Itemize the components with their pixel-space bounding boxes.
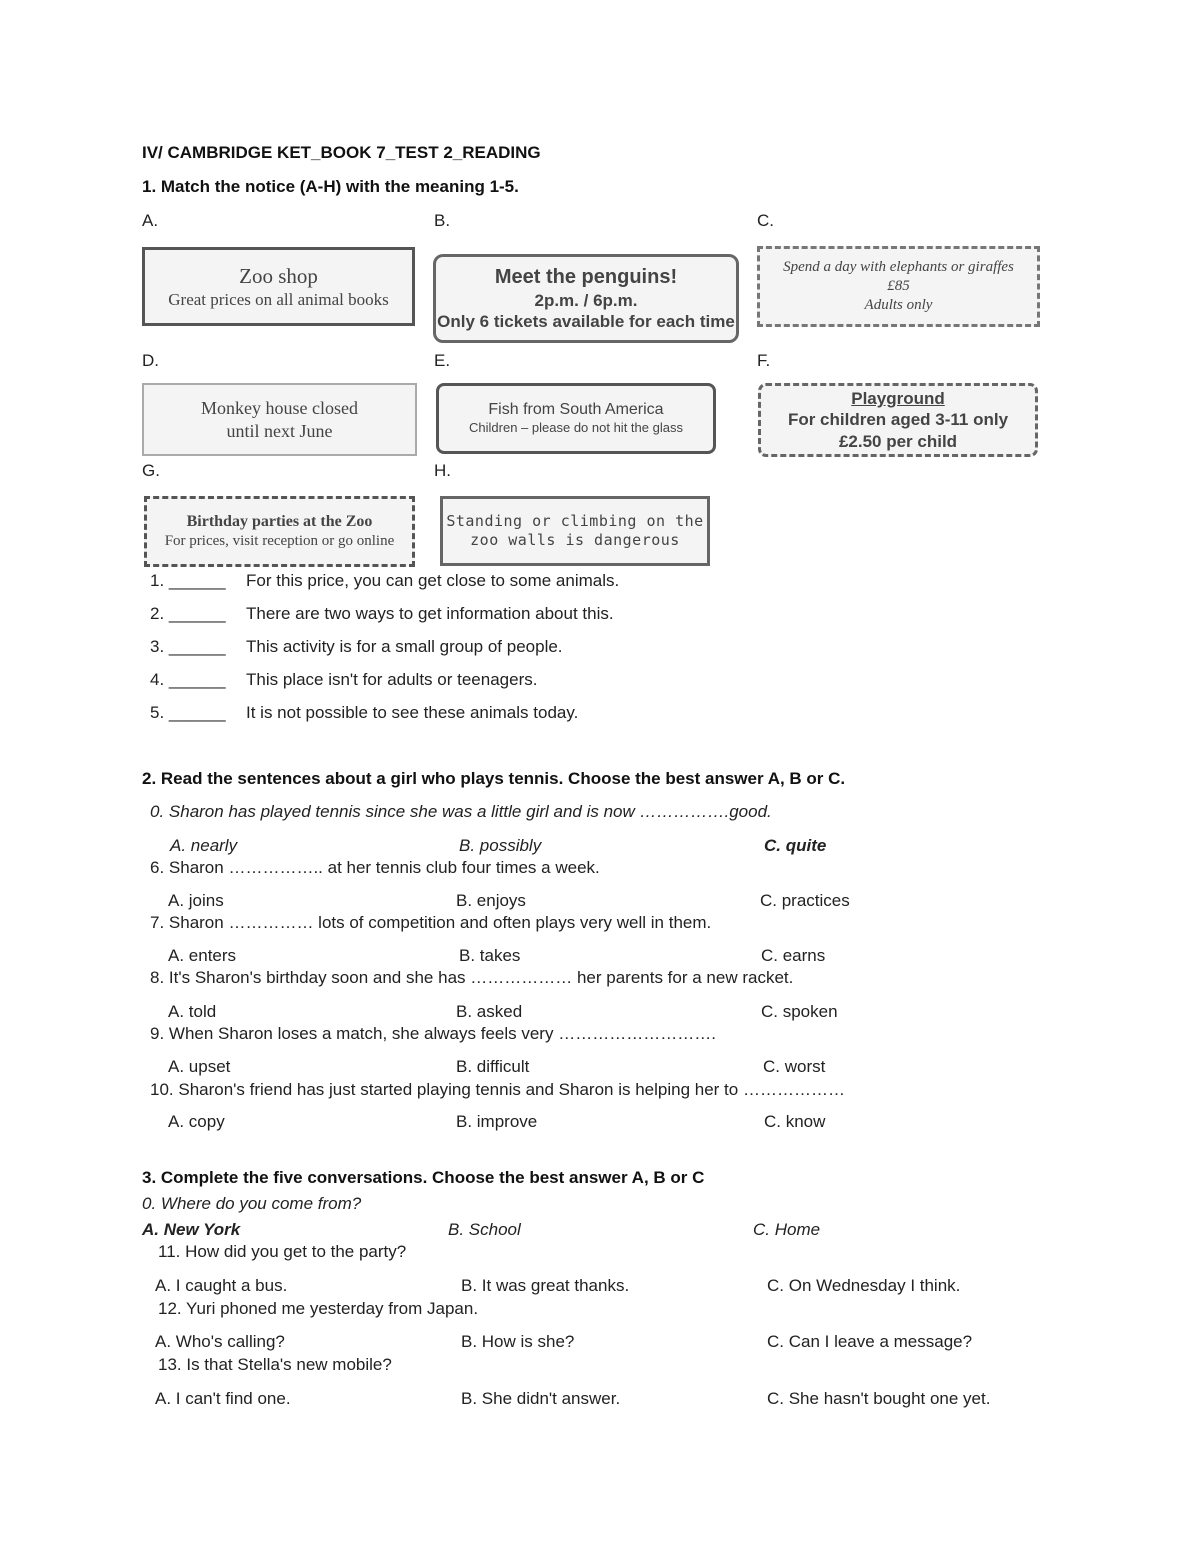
option-c[interactable]: C. practices	[760, 891, 850, 910]
match-item-text: It is not possible to see these animals today.	[246, 703, 579, 722]
option-a[interactable]: A. joins	[168, 891, 224, 910]
notice-letter-d: D.	[142, 351, 159, 370]
question-12: 12. Yuri phoned me yesterday from Japan.	[158, 1299, 479, 1318]
example-option-c: C. quite	[764, 836, 827, 855]
question-13: 13. Is that Stella's new mobile?	[158, 1355, 392, 1374]
option-c[interactable]: C. worst	[763, 1057, 826, 1076]
match-item-number[interactable]: 3. ______	[150, 637, 226, 656]
option-a[interactable]: A. enters	[168, 946, 237, 965]
question-8: 8. It's Sharon's birthday soon and she has ……………… her parents for a new racket.	[150, 968, 794, 987]
notice-h-line: Standing or climbing on the	[446, 512, 704, 531]
option-b[interactable]: B. difficult	[456, 1057, 530, 1076]
example-option-c: C. Home	[753, 1220, 821, 1239]
option-b[interactable]: B. She didn't answer.	[461, 1389, 621, 1408]
notice-letter-g: G.	[142, 461, 160, 480]
notice-d-line: Monkey house closed	[201, 398, 358, 418]
option-b[interactable]: B. takes	[459, 946, 521, 965]
notice-g-line: For prices, visit reception or go online	[164, 533, 395, 550]
option-a[interactable]: A. copy	[168, 1112, 225, 1131]
option-c[interactable]: C. On Wednesday I think.	[767, 1276, 961, 1295]
example-option-b: B. School	[448, 1220, 521, 1239]
option-b[interactable]: B. improve	[456, 1112, 538, 1131]
question-6: 6. Sharon …………….. at her tennis club four times a week.	[150, 858, 600, 877]
example-option-a: A. nearly	[170, 836, 238, 855]
notice-d	[142, 383, 417, 456]
part2-heading: 2. Read the sentences about a girl who plays tennis. Choose the best answer A, B or C.	[142, 769, 846, 788]
match-item-text: For this price, you can get close to some animals.	[246, 571, 620, 590]
match-item	[150, 703, 578, 723]
question-10: 10. Sharon's friend has just started playing tennis and Sharon is helping her to ………………	[150, 1080, 845, 1099]
option-a[interactable]: A. told	[168, 1002, 217, 1021]
notice-letter-f: F.	[757, 351, 771, 370]
option-c[interactable]: C. She hasn't bought one yet.	[767, 1389, 991, 1408]
option-a[interactable]: A. Who's calling?	[155, 1332, 285, 1351]
notice-f-line: £2.50 per child	[838, 431, 958, 451]
question-9: 9. When Sharon loses a match, she always feels very ……………………….	[150, 1024, 716, 1043]
notice-a-line: Great prices on all animal books	[168, 290, 389, 309]
option-b[interactable]: B. It was great thanks.	[461, 1276, 630, 1295]
notice-c-line: Adults only	[864, 296, 933, 313]
example-option-a: A. New York	[142, 1220, 241, 1239]
example-option-b: B. possibly	[459, 836, 542, 855]
option-a[interactable]: A. I can't find one.	[155, 1389, 291, 1408]
option-c[interactable]: C. know	[764, 1112, 826, 1131]
notice-letter-c: C.	[757, 211, 774, 230]
option-c[interactable]: C. Can I leave a message?	[767, 1332, 973, 1351]
option-a[interactable]: A. I caught a bus.	[155, 1276, 288, 1295]
notice-h	[440, 496, 710, 566]
match-item-number[interactable]: 5. ______	[150, 703, 226, 722]
option-b[interactable]: B. enjoys	[456, 891, 526, 910]
notice-f	[758, 383, 1038, 457]
match-item-text: This activity is for a small group of people.	[246, 637, 563, 656]
notice-b-line: Meet the penguins!	[494, 265, 678, 288]
notice-f-line: For children aged 3-11 only	[787, 410, 1009, 430]
part1-heading: 1. Match the notice (A-H) with the meaning 1-5.	[142, 177, 519, 196]
notice-letter-h: H.	[434, 461, 451, 480]
notice-b	[433, 254, 739, 343]
notice-f-line: Playground	[851, 389, 945, 409]
notice-b-line: 2p.m. / 6p.m.	[534, 290, 638, 310]
question-11: 11. How did you get to the party?	[158, 1242, 407, 1261]
notice-letter-b: B.	[434, 211, 451, 230]
notice-e-line: Children – please do not hit the glass	[469, 420, 683, 436]
notice-c-line: Spend a day with elephants or giraffes	[783, 259, 1014, 276]
match-item	[150, 571, 619, 591]
notice-letter-e: E.	[434, 351, 451, 370]
option-c[interactable]: C. earns	[761, 946, 826, 965]
match-item-number[interactable]: 2. ______	[150, 604, 226, 623]
notice-e-line: Fish from South America	[488, 401, 664, 419]
match-item	[150, 670, 537, 690]
option-b[interactable]: B. How is she?	[461, 1332, 575, 1351]
option-c[interactable]: C. spoken	[761, 1002, 838, 1021]
example-question: 0. Sharon has played tennis since she was a little girl and is now …………….good.	[150, 802, 772, 821]
part3-heading: 3. Complete the five conversations. Choose the best answer A, B or C	[142, 1168, 705, 1187]
match-item-text: This place isn't for adults or teenagers.	[246, 670, 538, 689]
notice-a	[142, 247, 415, 326]
notice-h-line: zoo walls is dangerous	[470, 531, 680, 549]
page-title: IV/ CAMBRIDGE KET_BOOK 7_TEST 2_READING	[142, 143, 541, 162]
question-7: 7. Sharon …………… lots of competition and often plays very well in them.	[150, 913, 712, 932]
notice-g	[144, 496, 415, 567]
option-b[interactable]: B. asked	[456, 1002, 523, 1021]
example-question: 0. Where do you come from?	[142, 1194, 362, 1213]
notice-c-line: £85	[887, 278, 910, 295]
notice-d-line: until next June	[226, 420, 333, 441]
match-item-number[interactable]: 4. ______	[150, 670, 226, 689]
match-item-text: There are two ways to get information about this.	[246, 604, 614, 623]
notice-c	[757, 246, 1040, 327]
notice-letter-a: A.	[142, 211, 159, 230]
notice-e	[436, 383, 716, 454]
notice-g-line: Birthday parties at the Zoo	[186, 513, 373, 531]
notice-a-line: Zoo shop	[239, 263, 318, 288]
match-item	[150, 604, 614, 624]
match-item	[150, 637, 563, 657]
notice-b-line: Only 6 tickets available for each time	[437, 312, 735, 331]
option-a[interactable]: A. upset	[168, 1057, 231, 1076]
match-item-number[interactable]: 1. ______	[150, 571, 226, 590]
